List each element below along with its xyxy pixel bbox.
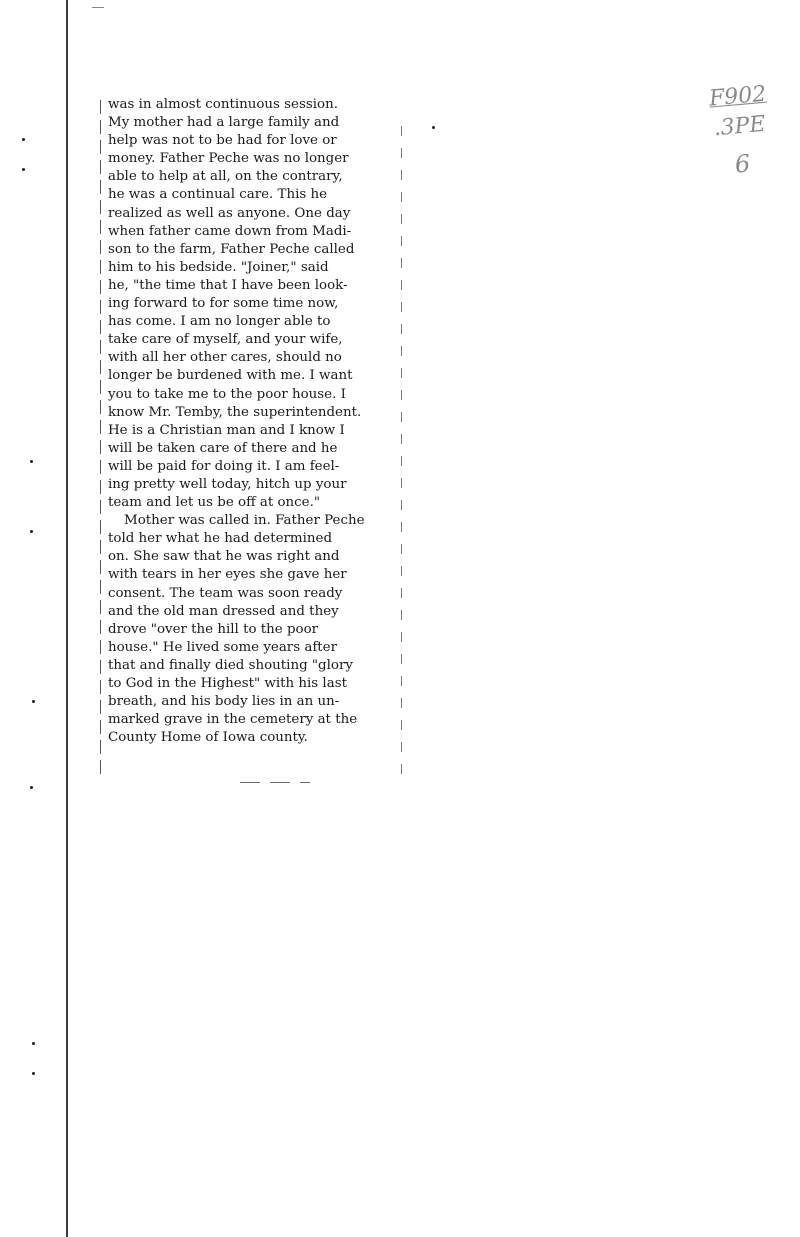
call-number-line-2: .3PE bbox=[712, 111, 767, 142]
article-body bbox=[108, 96, 398, 747]
clipping-right-edge bbox=[401, 126, 402, 776]
call-number-line-1: F902 bbox=[708, 81, 768, 112]
scan-speck bbox=[30, 460, 33, 463]
scan-speck bbox=[32, 1042, 35, 1045]
scan-speck bbox=[32, 1072, 35, 1075]
scan-speck bbox=[22, 168, 25, 171]
scan-speck bbox=[22, 138, 25, 141]
article-paragraph: was in almost continuous session. My mother had a large family and help was not to be had for love or money. Father Peche was no longer able to help at all, on the contrary, he was a continual care. This he realized as well as anyone. One day when father came down from Madi- son to the farm, Father Peche called him to his bedside. "Joiner," said he, "the time that I have been look- ing forward to for some time now, has come. I am no longer able to take care of myself, and your wife, with all her other cares, should no longer be burdened with me. I want you to take me to the poor house. I know Mr. Temby, the superintendent. He is a Christian man and I know I will be taken care of there and he will be paid for doing it. I am feel- ing pretty well today, hitch up your team and let us be off at once." bbox=[108, 97, 362, 511]
top-scan-mark bbox=[92, 7, 104, 8]
newspaper-clipping bbox=[100, 96, 402, 782]
article-paragraph: Mother was called in. Father Peche told her what he had determined on. She saw that he was right and with tears in her eyes she gave her consent. The team was soon ready and the old man dressed and they drove "over the hill to the poor house." He lived some years after that and finally died shouting "glory to God in the Highest" with his last breath, and his body lies in an un- marked grave in the cemetery at the County Home of Iowa county. bbox=[108, 513, 365, 746]
article-end-rule bbox=[240, 782, 310, 783]
clipping-left-edge bbox=[100, 100, 101, 776]
scan-speck bbox=[432, 126, 435, 129]
scan-speck bbox=[30, 786, 33, 789]
handwritten-call-number bbox=[708, 82, 796, 179]
scan-speck bbox=[30, 530, 33, 533]
scan-edge-line bbox=[66, 0, 68, 1237]
scan-speck bbox=[32, 700, 35, 703]
call-number-line-3: 6 bbox=[733, 149, 752, 179]
